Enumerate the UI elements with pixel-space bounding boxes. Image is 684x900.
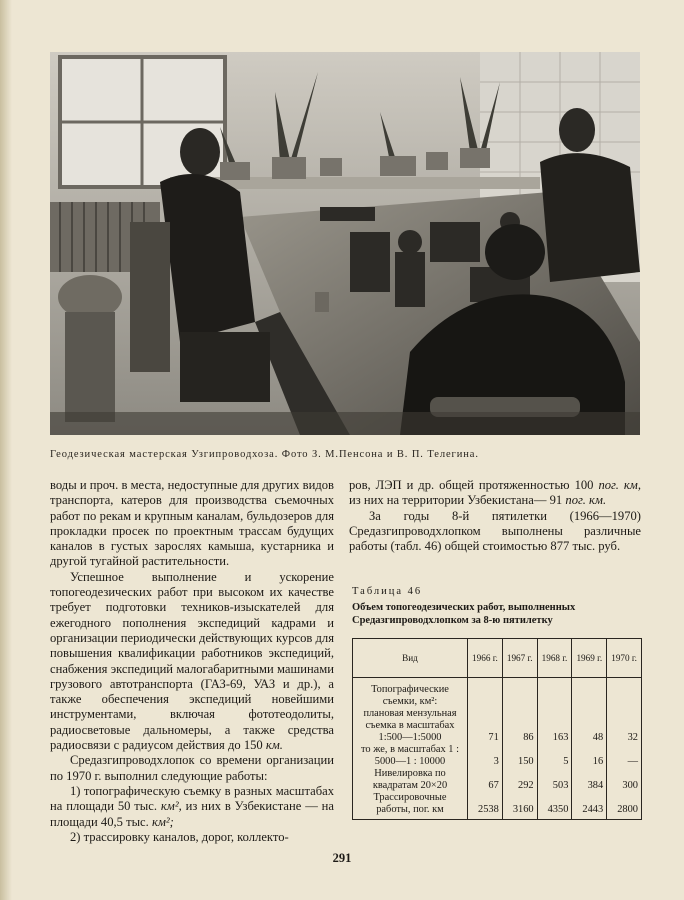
row-label: Трассировочные работы, пог. км [353, 792, 468, 820]
table-cell: 67 [468, 768, 503, 792]
works-volume-table [352, 638, 642, 820]
table-title: Объем топогеодезических работ, выполненных Средазгипроводхлопком за 8-ю пятилетку [352, 602, 576, 626]
paragraph: Успешное выполнение и ускорение топогеодезических работ при высоком их качестве требует подготовки техников-изыскателей для ежегодного пополнения экспедиций кадрами и организации периодически действующих курсов для повышения квалификации работников экспедиций, снабжения экспедиций малогабаритными машинами грузового автотранспорта (ГАЗ-69, УАЗ и др.), а также обеспечения экспедиций новейшими инструментами, включая фототеодолиты, радиосветовые дальномеры, а также средства радиосвязи с радиусом действия до 150 км. [50, 569, 334, 753]
row-label: Нивелировка по квадратам 20×20 [353, 768, 468, 792]
table-cell: 48 [572, 708, 607, 744]
column-header: 1968 г. [537, 639, 572, 678]
list-item: 1) топографическую съемку в разных масштабах на площади 50 тыс. км², из них в Узбекистане — на площади 40,5 тыс. км²; [50, 783, 334, 829]
column-header: 1970 г. [607, 639, 642, 678]
table-cell: 4350 [537, 792, 572, 820]
table-cell: 3160 [502, 792, 537, 820]
table-cell: 150 [502, 744, 537, 768]
table-row [353, 744, 642, 768]
workshop-photo [50, 52, 640, 435]
row-label: то же, в масштабах 1 : 5000—1 : 10000 [353, 744, 468, 768]
column-header: 1969 г. [572, 639, 607, 678]
list-item: 2) трассировку каналов, дорог, коллекто- [70, 829, 289, 844]
table-cell: 2538 [468, 792, 503, 820]
column-header: 1967 г. [502, 639, 537, 678]
table-cell: 71 [468, 708, 503, 744]
right-text-column [349, 478, 641, 554]
table-row [353, 768, 642, 792]
row-label: плановая мензульная съемка в масштабах 1:500—1:5000 [353, 708, 468, 744]
table-cell: 32 [607, 708, 642, 744]
paragraph: Средазгипроводхлопок со времени организации по 1970 г. выполнил следующие работы: [50, 753, 334, 783]
table-cell: 163 [537, 708, 572, 744]
table-label: Таблица 46 [352, 586, 423, 597]
table-cell: 86 [502, 708, 537, 744]
table-cell: 292 [502, 768, 537, 792]
page-binding-edge [0, 0, 12, 900]
table-cell: 300 [607, 768, 642, 792]
column-header: Вид [353, 639, 468, 678]
table-cell: 2800 [607, 792, 642, 820]
paragraph: воды и проч. в места, недоступные для других видов транспорта, катеров для производства съемочных работ по рекам и крупным каналам, бульдозеров для прокладки просек по проектным трассам будущих каналов в густых зарослях камыша, кустарника и другой тугайной растительности. [50, 478, 334, 569]
table-cell: 5 [537, 744, 572, 768]
table-row [353, 708, 642, 744]
table-cell: 3 [468, 744, 503, 768]
table-cell: 16 [572, 744, 607, 768]
table-row [353, 678, 642, 709]
paragraph: За годы 8-й пятилетки (1966—1970) Средазгипроводхлопком выполнены различные работы (табл. 46) общей стоимостью 877 тыс. руб. [349, 508, 641, 554]
table-cell: 2443 [572, 792, 607, 820]
row-label: Топографические съемки, км²: [353, 678, 468, 709]
page-number: 291 [332, 851, 352, 865]
table-cell: 384 [572, 768, 607, 792]
paragraph: ров, ЛЭП и др. общей протяженностью 100 пог. км, из них на территории Узбекистана— 91 пог. км. [349, 478, 641, 508]
left-text-column [50, 478, 334, 845]
table-row [353, 792, 642, 820]
column-header: 1966 г. [468, 639, 503, 678]
table-cell: 503 [537, 768, 572, 792]
table-cell: — [607, 744, 642, 768]
photo-caption: Геодезическая мастерская Узгипроводхоза. Фото З. М.Пенсона и В. П. Телегина. [50, 449, 479, 460]
